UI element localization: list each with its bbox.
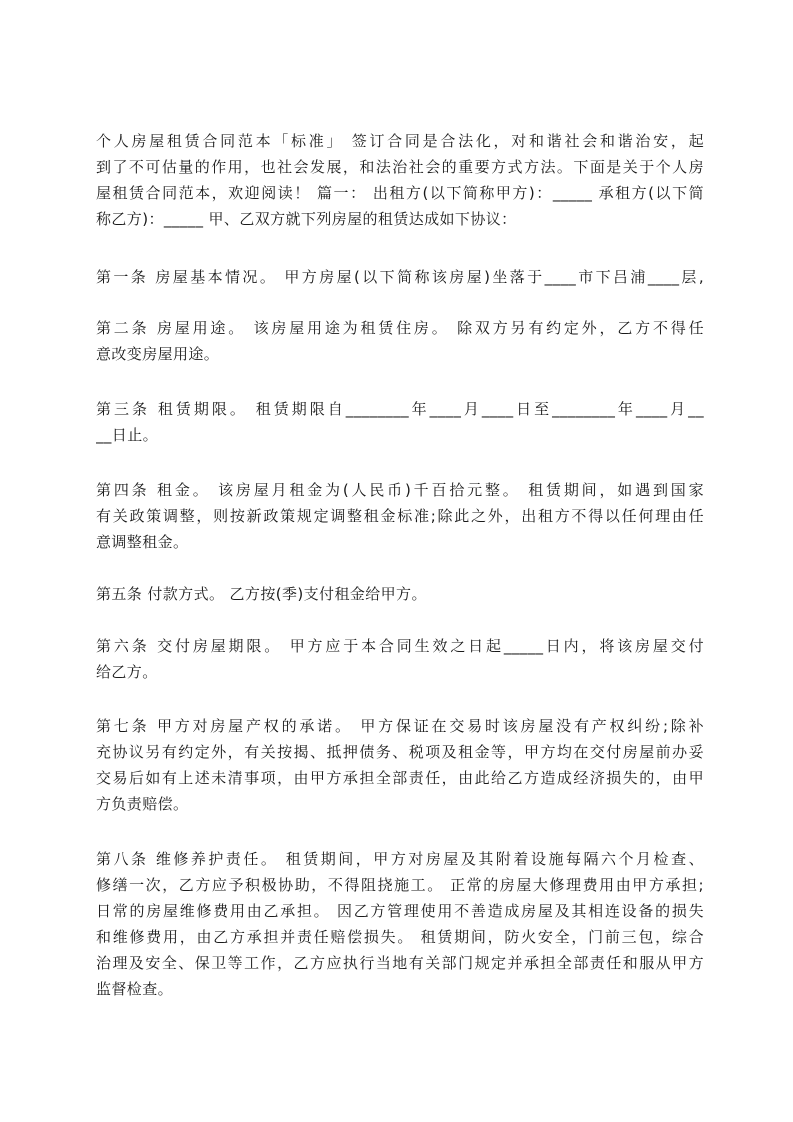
text-line: 第六条 交付房屋期限。 甲方应于本合同生效之日起_____日内，将该房屋交付: [96, 637, 704, 655]
paragraph-article-1: [96, 264, 704, 290]
text-line: 修缮一次，乙方应予积极协助，不得阻挠施工。 正常的房屋大修理费用由甲方承担;: [96, 876, 704, 894]
text-line: 和维修费用，由乙方承担并责任赔偿损失。 租赁期间，防火安全，门前三包，综合: [96, 928, 704, 946]
text-line: 意改变房屋用途。: [96, 345, 220, 363]
text-line: __日止。: [96, 426, 159, 444]
text-line: 方负责赔偿。: [96, 795, 189, 813]
text-line: 第七条 甲方对房屋产权的承诺。 甲方保证在交易时该房屋没有产权纠纷;除补: [96, 717, 704, 735]
paragraph-article-3: [96, 396, 704, 448]
paragraph-article-6: [96, 633, 704, 685]
paragraph-article-8: [96, 846, 704, 1002]
text-line: 充协议另有约定外，有关按揭、抵押债务、税项及租金等，甲方均在交付房屋前办妥: [96, 743, 704, 761]
text-line: 交易后如有上述未清事项，由甲方承担全部责任，由此给乙方造成经济损失的，由甲: [96, 769, 704, 787]
text-line: 监督检查。: [96, 980, 174, 998]
paragraph-article-7: [96, 713, 704, 817]
text-line: 有关政策调整，则按新政策规定调整租金标准;除此之外，出租方不得以任何理由任: [96, 507, 704, 525]
text-line: 意调整租金。: [96, 533, 189, 551]
paragraph-intro: [96, 128, 704, 232]
text-line: 第一条 房屋基本情况。 甲方房屋(以下简称该房屋)坐落于____市下吕浦____层,: [96, 268, 704, 286]
text-line: 到了不可估量的作用，也社会发展，和法治社会的重要方式方法。下面是关于个人房: [96, 158, 704, 176]
text-line: 第三条 租赁期限。 租赁期限自________年____月____日至________年____月__: [96, 400, 704, 418]
paragraph-article-5: [96, 581, 704, 607]
text-line: 称乙方)：_____ 甲、乙双方就下列房屋的租赁达成如下协议：: [96, 210, 517, 228]
text-line: 第八条 维修养护责任。 租赁期间，甲方对房屋及其附着设施每隔六个月检查、: [96, 850, 704, 868]
text-line: 屋租赁合同范本，欢迎阅读！ 篇一： 出租方(以下简称甲方)：_____ 承租方(以下简: [96, 184, 704, 202]
paragraph-article-4: [96, 477, 704, 555]
text-line: 治理及安全、保卫等工作，乙方应执行当地有关部门规定并承担全部责任和服从甲方: [96, 954, 704, 972]
text-line: 第二条 房屋用途。 该房屋用途为租赁住房。 除双方另有约定外，乙方不得任: [96, 319, 704, 337]
paragraph-article-2: [96, 315, 704, 367]
text-line: 第四条 租金。 该房屋月租金为(人民币)千百拾元整。 租赁期间，如遇到国家: [96, 481, 704, 499]
text-line: 个人房屋租赁合同范本「标准」 签订合同是合法化，对和谐社会和谐治安，起: [96, 132, 704, 150]
text-line: 第五条 付款方式。 乙方按(季)支付租金给甲方。: [96, 585, 427, 603]
text-line: 给乙方。: [96, 663, 158, 681]
text-line: 日常的房屋维修费用由乙承担。 因乙方管理使用不善造成房屋及其相连设备的损失: [96, 902, 704, 920]
